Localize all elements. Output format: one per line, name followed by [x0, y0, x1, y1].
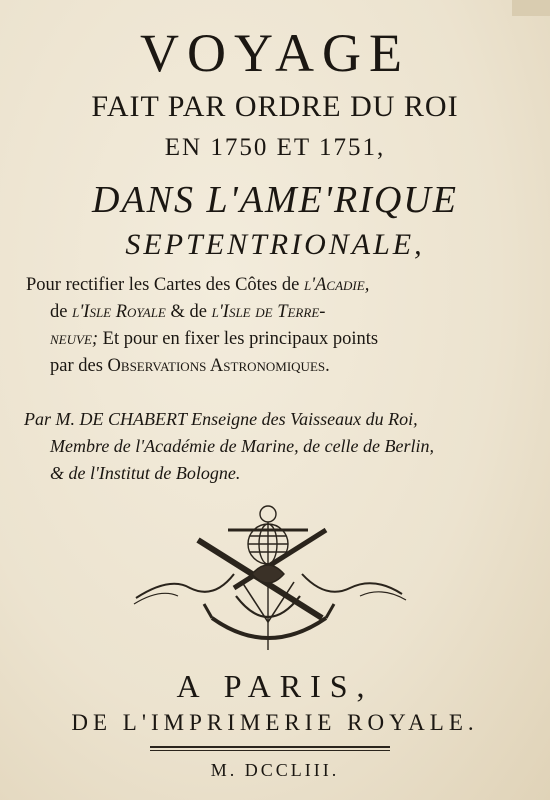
title-subline-america: DANS L'AME'RIQUE — [92, 179, 458, 221]
author-line-3: & de l'Institut de Bologne. — [50, 463, 241, 483]
title-subline-order: FAIT PAR ORDRE DU ROI — [91, 90, 459, 123]
imprint-city: A PARIS, — [176, 668, 374, 704]
purpose-line-3: neuve; Et pour en fixer les principaux points — [50, 329, 379, 349]
purpose-line-2: de l'Isle Royale & de l'Isle de Terre- — [50, 302, 326, 322]
purpose-line-4: par des Observations Astronomiques. — [50, 356, 330, 376]
imprint-rule-thick — [150, 746, 390, 748]
title-voyage: VOYAGE — [140, 23, 410, 83]
author-paragraph — [24, 406, 516, 487]
title-subline-north: SEPTENTRIONALE, — [125, 228, 425, 261]
title-subline-years: EN 1750 ET 1751, — [164, 134, 386, 161]
purpose-line-1: Pour rectifier les Cartes des Côtes de l'Acadie, — [26, 275, 370, 295]
imprint-rule-thin — [150, 750, 390, 751]
imprint-date: M. DCCLIII. — [210, 760, 340, 780]
author-line-2: Membre de l'Académie de Marine, de celle de Berlin, — [50, 436, 435, 456]
author-line-1: Par M. DE CHABERT Enseigne des Vaisseaux du Roi, — [24, 409, 418, 429]
imprint-printer: DE L'IMPRIMERIE ROYALE. — [71, 710, 479, 735]
purpose-paragraph — [24, 272, 516, 380]
printers-vignette-emblem — [130, 500, 410, 660]
